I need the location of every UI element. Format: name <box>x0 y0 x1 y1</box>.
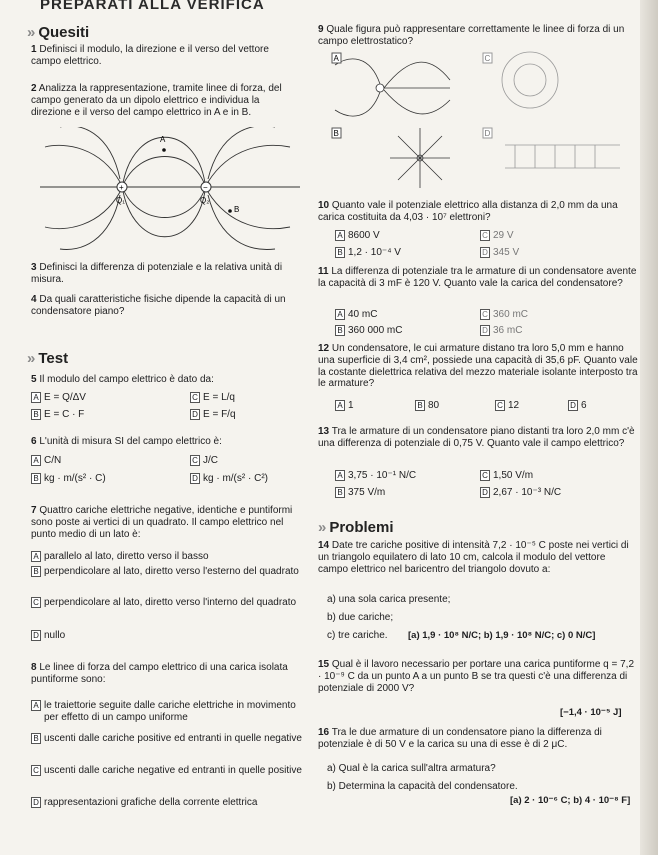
q7-option-a[interactable]: A parallelo al lato, diretto verso il basso <box>31 551 306 563</box>
question-10: 10 Quanto vale il potenziale elettrico alla distanza di 2,0 mm da una carica costituita da 4,03 · 10⁷ elettroni? <box>318 200 618 223</box>
section-test-heading: » Test <box>27 350 69 367</box>
question-14: 14 Date tre cariche positive di intensità 7,2 · 10⁻⁵ C poste nei vertici di un triangolo equilatero di lato 10 cm, calcola il modulo del vettore campo elettrico nel baricentro del triangolo dovuto a: <box>318 540 629 575</box>
q13-option-b[interactable]: B 375 V/m <box>335 487 385 499</box>
q9-fig-key-d: D <box>484 129 491 138</box>
q8-option-d[interactable]: D rappresentazioni grafiche della corrente elettrica <box>31 797 306 809</box>
q14-answer: [a) 1,9 · 10⁸ N/C; b) 1,9 · 10⁸ N/C; c) 0 N/C] <box>408 630 596 641</box>
q11-option-d[interactable]: D 36 mC <box>480 325 522 337</box>
section-quesiti-heading: » Quesiti <box>27 24 90 41</box>
q6-option-b[interactable]: B kg · m/(s² · C) <box>31 473 106 485</box>
question-4: 4 Da quali caratteristiche fisiche dipende la capacità di un condensatore piano? <box>31 294 286 317</box>
page-header: PREPARATI ALLA VERIFICA <box>40 0 265 13</box>
dipole-label-q1: Q₁ <box>116 196 125 205</box>
q16-part-a: a) Qual è la carica sull'altra armatura? <box>327 763 496 774</box>
q16-answer: [a) 2 · 10⁻⁶ C; b) 4 · 10⁻⁸ F] <box>510 795 631 806</box>
question-3: 3 Definisci la differenza di potenziale e la relativa unità di misura. <box>31 262 283 285</box>
q5-option-a[interactable]: A E = Q/ΔV <box>31 392 86 404</box>
question-2: 2 Analizza la rappresentazione, tramite linee di forza, del campo generato da un dipolo elettrico e individua la direzione e il verso del campo elettrico in A e in B. <box>31 83 282 118</box>
dipole-field-figure <box>40 127 310 257</box>
q8-option-b[interactable]: B uscenti dalle cariche positive ed entranti in quelle negative <box>31 733 306 745</box>
question-13: 13 Tra le armature di un condensatore piano distanti tra loro 2,0 mm c'è una differenza di potenziale di 0,75 V. Quanto vale il campo elettrico? <box>318 426 635 449</box>
dipole-label-a: A <box>160 135 166 144</box>
q9-fig-key-c: C <box>484 54 491 63</box>
q6-option-a[interactable]: A C/N <box>31 455 61 467</box>
q13-option-c[interactable]: C 1,50 V/m <box>480 470 533 482</box>
q6-option-c[interactable]: C J/C <box>190 455 218 467</box>
q10-option-b[interactable]: B 1,2 · 10⁻⁴ V <box>335 247 401 259</box>
dipole-label-q2: Q₂ <box>200 196 210 205</box>
q14-part-b: b) due cariche; <box>327 612 394 623</box>
q5-option-d[interactable]: D E = F/q <box>190 409 236 421</box>
page-edge-shadow <box>640 0 658 855</box>
q7-option-d[interactable]: D nullo <box>31 630 65 642</box>
q5-option-b[interactable]: B E = C · F <box>31 409 84 421</box>
q11-option-b[interactable]: B 360 000 mC <box>335 325 402 337</box>
question-8: 8 Le linee di forza del campo elettrico di una carica isolata puntiforme sono: <box>31 662 288 685</box>
q14-part-a: a) una sola carica presente; <box>327 594 451 605</box>
q11-option-a[interactable]: A 40 mC <box>335 309 377 321</box>
q13-option-d[interactable]: D 2,67 · 10⁻³ N/C <box>480 487 561 499</box>
question-7: 7 Quattro cariche elettriche negative, identiche e puntiformi sono poste ai vertici di un quadrato. Il campo elettrico nel punto medio di un lato è: <box>31 505 293 540</box>
question-11: 11 La differenza di potenziale tra le armature di un condensatore avente la capacità di 3 mF è 120 V. Quanto vale la carica del condensatore? <box>318 266 637 289</box>
q10-option-a[interactable]: A 8600 V <box>335 230 380 242</box>
q12-option-d[interactable]: D 6 <box>568 400 587 412</box>
dipole-label-b: B <box>234 205 240 214</box>
q12-option-b[interactable]: B 80 <box>415 400 439 412</box>
section-problemi-heading: » Problemi <box>318 519 394 536</box>
question-6: 6 L'unità di misura SI del campo elettrico è: <box>31 436 222 447</box>
question-1: 1 Definisci il modulo, la direzione e il verso del vettore campo elettrico. <box>31 44 269 67</box>
dipole-label-minus: − <box>203 183 208 192</box>
question-15: 15 Qual è il lavoro necessario per portare una carica puntiforme q = 7,2 · 10⁻⁹ C da un punto A a un punto B se tra questi c'è una differenza di potenziale di 2000 V? <box>318 659 635 694</box>
q7-option-b[interactable]: B perpendicolare al lato, diretto verso l'esterno del quadrato <box>31 566 306 578</box>
q8-option-c[interactable]: C uscenti dalle cariche negative ed entranti in quelle positive <box>31 765 306 777</box>
q5-option-c[interactable]: C E = L/q <box>190 392 235 404</box>
q16-part-b: b) Determina la capacità del condensatore. <box>327 781 518 792</box>
field-lines-figures <box>330 50 630 190</box>
q15-answer: [−1,4 · 10⁻⁵ J] <box>560 707 622 718</box>
question-16: 16 Tra le due armature di un condensatore piano la differenza di potenziale è di 50 V e la carica su una di esse è di 2 μC. <box>318 727 602 750</box>
q10-option-c[interactable]: C 29 V <box>480 230 514 242</box>
q12-option-a[interactable]: A 1 <box>335 400 354 412</box>
q13-option-a[interactable]: A 3,75 · 10⁻¹ N/C <box>335 470 416 482</box>
dipole-label-plus: + <box>119 183 124 192</box>
q10-option-d[interactable]: D 345 V <box>480 247 519 259</box>
q7-option-c[interactable]: C perpendicolare al lato, diretto verso l'interno del quadrato <box>31 597 306 609</box>
q14-part-c: c) tre cariche. <box>327 630 388 641</box>
q6-option-d[interactable]: D kg · m/(s² · C²) <box>190 473 268 485</box>
question-5: 5 Il modulo del campo elettrico è dato da: <box>31 374 214 385</box>
q9-fig-key-a: A <box>333 54 339 63</box>
q9-fig-key-b: B <box>333 129 339 138</box>
q11-option-c[interactable]: C 360 mC <box>480 309 528 321</box>
q12-option-c[interactable]: C 12 <box>495 400 519 412</box>
q8-option-a[interactable]: A le traiettorie seguite dalle cariche elettriche in movimento per effetto di un campo uniforme <box>31 700 306 724</box>
question-9: 9 Quale figura può rappresentare correttamente le linee di forza di un campo elettrostatico? <box>318 24 625 47</box>
question-12: 12 Un condensatore, le cui armature distano tra loro 5,0 mm e hanno una superficie di 3,4 cm², possiede una capacità di 35,6 pF. Quanto vale la costante dielettrica relativa del mezzo materiale isolante interposto tra le armature? <box>318 343 638 390</box>
